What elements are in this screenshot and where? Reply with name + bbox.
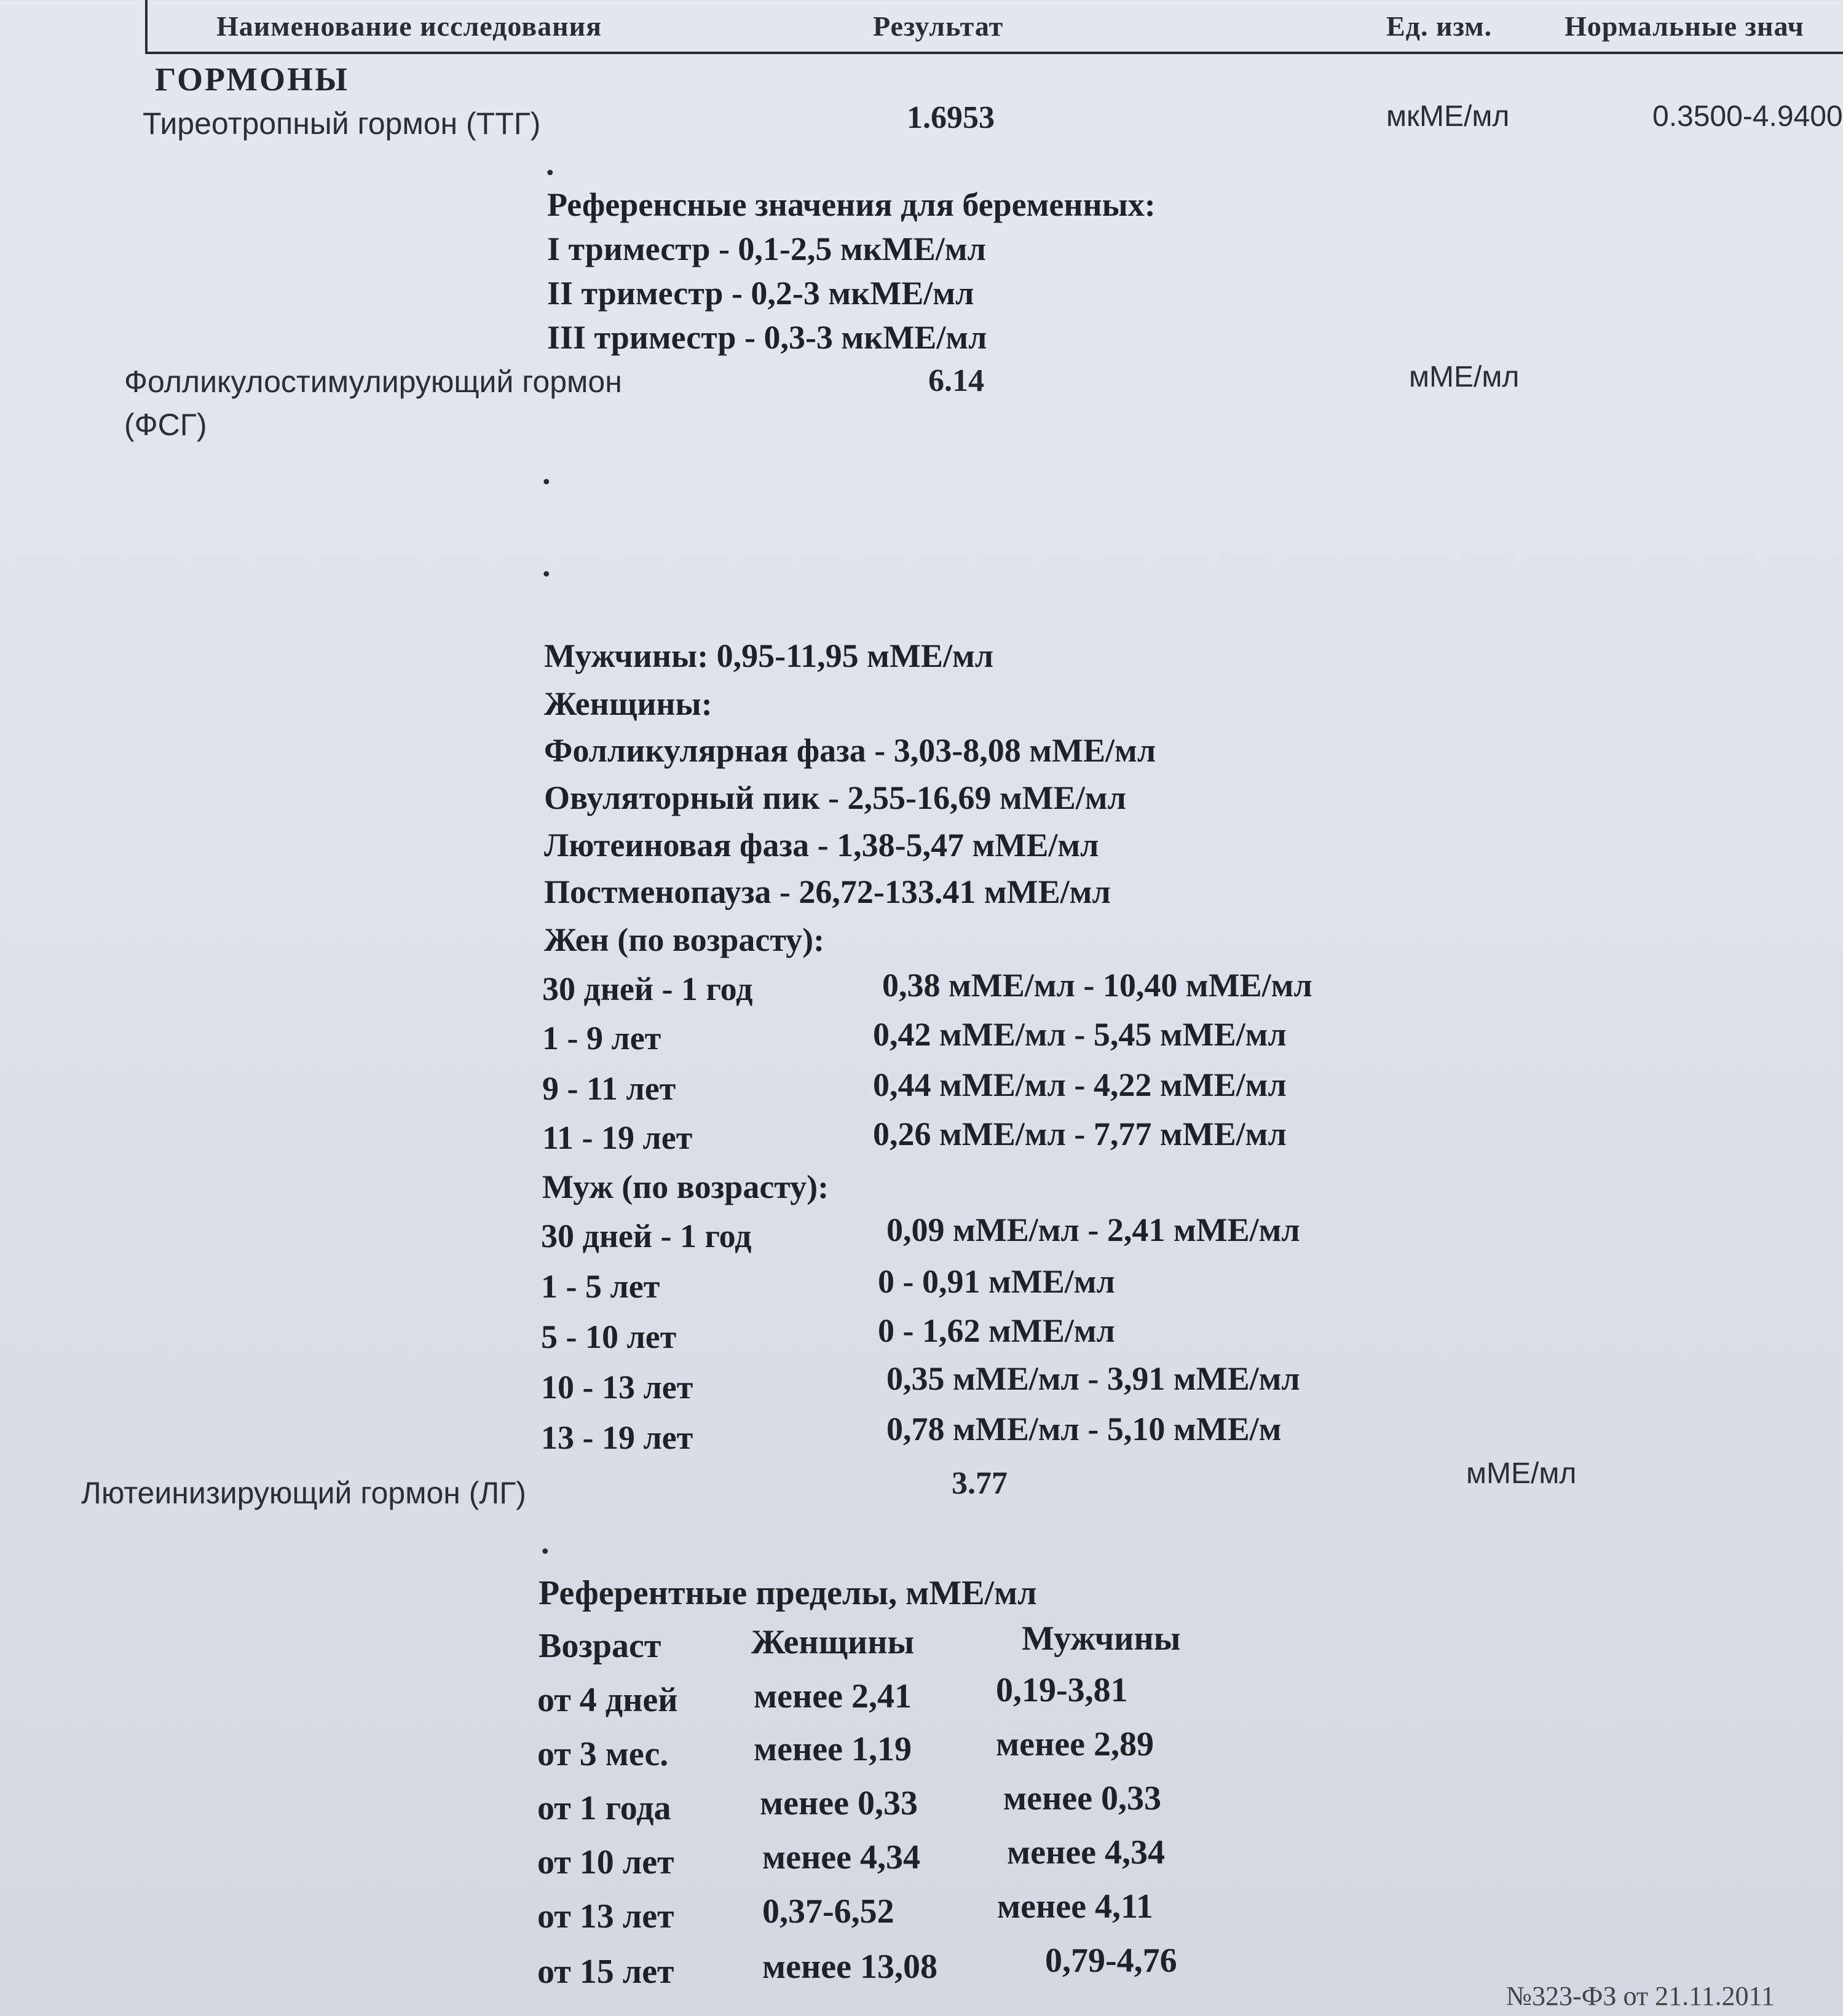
fsh-women-age: 30 дней - 1 год [542,971,753,1007]
fsh-ref-line: Женщины: [544,685,712,722]
fsh-women-age: 11 - 19 лет [542,1119,693,1156]
lh-ref-title: Референтные пределы, мМЕ/мл [539,1574,1037,1612]
fsh-men-age: 13 - 19 лет [541,1419,693,1456]
fsh-men-age: 5 - 10 лет [541,1318,677,1355]
lh-row-men: 0,19-3,81 [996,1671,1128,1709]
fsh-men-age: 1 - 5 лет [541,1268,660,1305]
lh-row-men: менее 4,11 [997,1888,1153,1926]
tsh-norm: 0.3500-4.9400 [1652,100,1843,133]
lh-row-women: 0,37-6,52 [762,1892,894,1931]
fsh-women-range: 0,38 мМЕ/мл - 10,40 мМЕ/мл [882,967,1312,1004]
fsh-ref-line: Жен (по возрасту): [544,921,825,958]
lh-row-men: 0,79-4,76 [1045,1942,1177,1980]
fsh-name: Фолликулостимулирующий гормон [124,364,622,399]
lh-row-women: менее 4,34 [762,1838,920,1876]
fsh-men-range: 0,78 мМЕ/мл - 5,10 мМЕ/м [886,1411,1282,1447]
lh-row-age: от 3 мес. [537,1735,669,1773]
fsh-men-age: 30 дней - 1 год [541,1218,752,1254]
header-name: Наименование исследования [216,10,602,42]
lh-row-women: менее 13,08 [762,1948,937,1986]
fsh-men-title: Муж (по возрасту): [542,1168,829,1205]
lh-row-age: от 13 лет [537,1897,674,1935]
lh-row-women: менее 2,41 [754,1677,912,1715]
lh-row-age: от 4 дней [537,1681,678,1719]
fsh-women-range: 0,44 мМЕ/мл - 4,22 мМЕ/мл [873,1066,1287,1103]
header-result: Результат [873,10,1004,42]
lh-row-women: менее 1,19 [754,1730,912,1768]
fsh-men-range: 0 - 1,62 мМЕ/мл [878,1312,1115,1349]
lh-row-men: менее 2,89 [996,1725,1154,1763]
lh-value: 3.77 [952,1466,1008,1501]
header-norm: Нормальные знач [1565,10,1804,42]
fsh-men-range: 0 - 0,91 мМЕ/мл [878,1263,1115,1300]
lh-row-age: от 15 лет [537,1953,674,1991]
fsh-women-age: 9 - 11 лет [542,1070,676,1107]
tsh-unit: мкМЕ/мл [1386,100,1510,133]
fsh-value: 6.14 [928,363,984,398]
section-title: ГОРМОНЫ [155,61,349,98]
tsh-ref-line: Референсные значения для беременных: [547,186,1156,223]
fsh-men-range: 0,35 мМЕ/мл - 3,91 мМЕ/мл [886,1360,1300,1397]
tsh-ref-line: III триместр - 0,3-3 мкМЕ/мл [547,319,987,356]
fsh-dot: . [542,546,551,583]
tsh-dot: . [546,145,554,182]
lh-dot: . [541,1524,550,1561]
fsh-ref-line: Постменопауза - 26,72-133.41 мМЕ/мл [544,873,1111,910]
header-unit: Ед. изм. [1386,10,1493,42]
tsh-ref-line: II триместр - 0,2-3 мкМЕ/мл [547,275,974,312]
tsh-name: Тиреотропный гормон (ТТГ) [143,106,541,141]
tsh-value: 1.6953 [907,100,995,135]
fsh-men-range: 0,09 мМЕ/мл - 2,41 мМЕ/мл [886,1211,1300,1248]
fsh-ref-line: Овуляторный пик - 2,55-16,69 мМЕ/мл [544,779,1126,816]
lh-table-header-men: Мужчины [1022,1620,1181,1658]
lh-row-men: менее 4,34 [1007,1833,1165,1872]
fsh-men-age: 10 - 13 лет [541,1369,693,1406]
fsh-women-range: 0,42 мМЕ/мл - 5,45 мМЕ/мл [873,1016,1287,1053]
fsh-unit: мМЕ/мл [1409,361,1520,393]
fsh-ref-line: Мужчины: 0,95-11,95 мМЕ/мл [544,637,994,674]
lh-row-women: менее 0,33 [760,1784,918,1822]
footer-law-reference: №323-ФЗ от 21.11.2011 [1506,1981,1775,2011]
fsh-women-range: 0,26 мМЕ/мл - 7,77 мМЕ/мл [873,1116,1287,1152]
fsh-ref-line: Лютеиновая фаза - 1,38-5,47 мМЕ/мл [544,827,1099,864]
lh-row-age: от 1 года [537,1789,671,1827]
fsh-women-age: 1 - 9 лет [542,1020,661,1057]
lh-table-header-women: Женщины [751,1623,915,1661]
fsh-ref-line: Фолликулярная фаза - 3,03-8,08 мМЕ/мл [544,732,1156,769]
tsh-ref-line: I триместр - 0,1-2,5 мкМЕ/мл [547,230,986,267]
lh-unit: мМЕ/мл [1466,1457,1577,1490]
lh-table-header-age: Возраст [539,1627,661,1665]
lh-name: Лютеинизирующий гормон (ЛГ) [81,1476,526,1510]
fsh-dot: . [542,454,551,491]
lh-row-men: менее 0,33 [1003,1779,1161,1817]
lh-row-age: от 10 лет [537,1843,674,1881]
fsh-name-abbr: (ФСГ) [124,408,207,442]
